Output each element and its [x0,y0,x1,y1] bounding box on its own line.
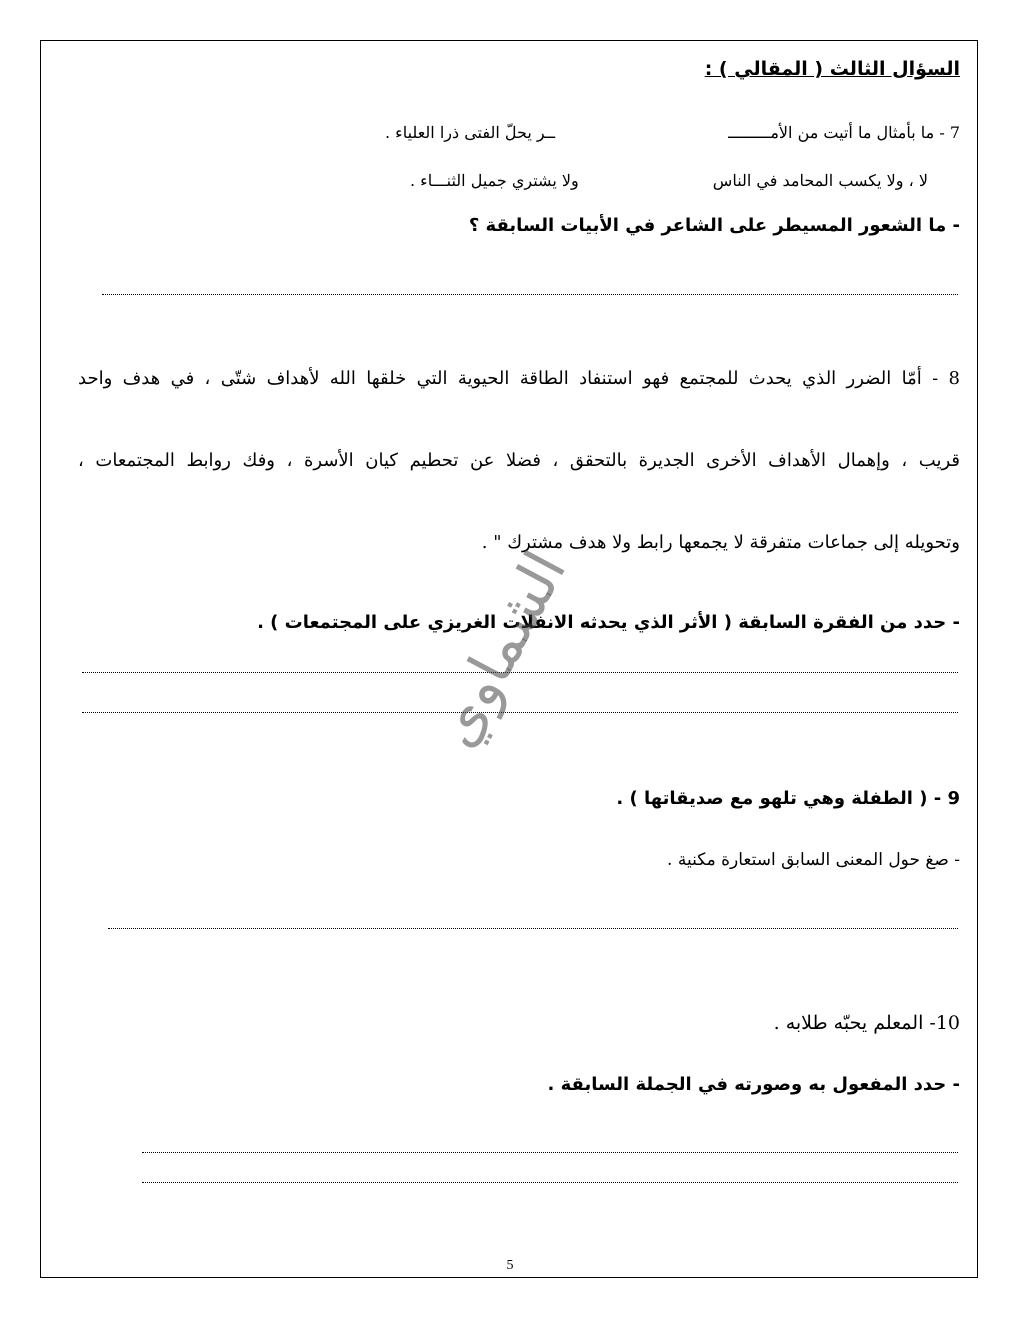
q8-paragraph-line-2: قريب ، وإهمال الأهداف الأخرى الجديرة بالتحقق ، فضلا عن تحطيم كيان الأسرة ، وفك روابط المجتمعات ، [78,450,960,471]
q7-verse1-left: ــر يحلّ الفتى ذرا العلياء . [385,123,556,142]
q9-question: - صغ حول المعنى السابق استعارة مكنية . [667,850,960,870]
q7-verse1-right: 7 - ما بأمثال ما أتيت من الأمـــــــــ [728,123,960,142]
q10-question: - حدد المفعول به وصورته في الجملة السابقة . [547,1074,960,1095]
page-number: 5 [506,1258,514,1273]
q7-verse2-left: ولا يشتري جميل الثنـــاء . [410,171,579,190]
q8-paragraph-line-1: 8 - أمّا الضرر الذي يحدث للمجتمع فهو استنفاد الطاقة الحيوية التي خلقها الله لأهداف شتّى ، في هدف واحد [78,368,960,389]
q9-sentence: 9 - ( الطفلة وهي تلهو مع صديقاتها ) . [616,788,960,809]
q7-question: - ما الشعور المسيطر على الشاعر في الأبيات السابقة ؟ [468,215,960,236]
q8-question: - حدد من الفقرة السابقة ( الأثر الذي يحدثه الانفلات الغريزي على المجتمعات ) . [257,612,960,633]
q8-paragraph-line-3: وتحويله إلى جماعات متفرقة لا يجمعها رابط ولا هدف مشترك " . [481,532,960,553]
q10-answer-line-2[interactable] [142,1182,958,1184]
q7-verse2-right: لا ، ولا يكسب المحامد في الناس [712,171,928,190]
q10-sentence: 10- المعلم يحبّه طلابه . [773,1012,960,1034]
q9-answer-line[interactable] [108,928,958,930]
q10-answer-line-1[interactable] [142,1152,958,1154]
q8-answer-line-2[interactable] [82,712,958,714]
q7-answer-line[interactable] [102,294,958,296]
watermark: الشماوي [420,540,580,758]
section-title: السؤال الثالث ( المقالي ) : [704,58,960,80]
